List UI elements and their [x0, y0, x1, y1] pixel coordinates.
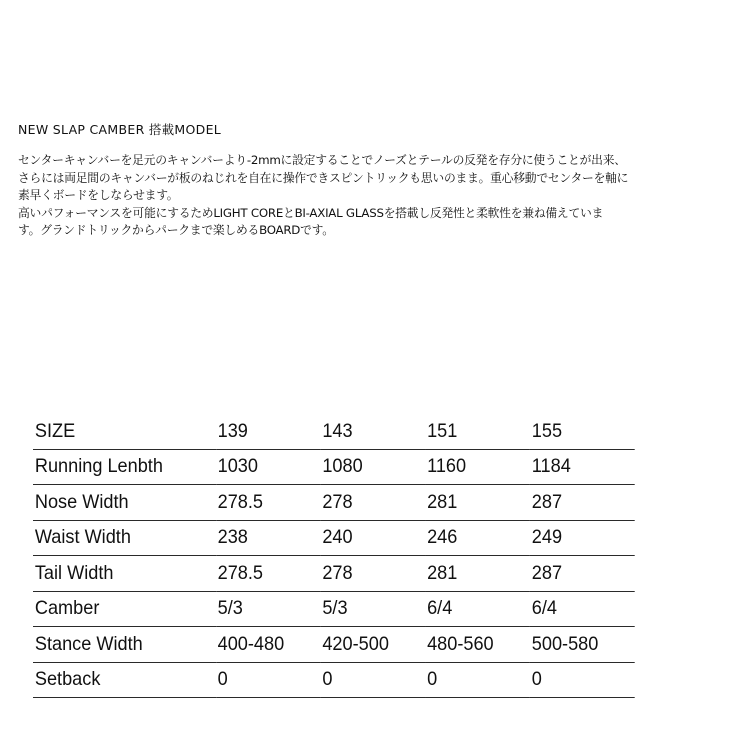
table-cell: 6/4 — [530, 591, 635, 627]
table-row — [33, 449, 635, 485]
table-cell: 420-500 — [320, 627, 425, 663]
table-cell: 400-480 — [216, 627, 321, 663]
table-cell: 155 — [530, 414, 635, 449]
table-cell: 246 — [425, 520, 530, 556]
table-cell: 5/3 — [320, 591, 425, 627]
table-cell: 240 — [320, 520, 425, 556]
row-label-tail-width: Tail Width — [33, 556, 216, 592]
table-cell: 1184 — [530, 449, 635, 485]
table-cell: 0 — [320, 662, 425, 698]
table-cell: 0 — [530, 662, 635, 698]
description-line: す。グランドトリックからパークまで楽しめるBOARDです。 — [18, 223, 334, 237]
row-label-waist-width: Waist Width — [33, 520, 216, 556]
description-line: 高いパフォーマンスを可能にするためLIGHT COREとBI-AXIAL GLASSを搭載し反発性と柔軟性を兼ね備えていま — [18, 205, 604, 220]
row-label-size: SIZE — [33, 414, 216, 449]
description — [18, 152, 723, 240]
description-line: さらには両足間のキャンバーが板のねじれを自在に操作できスピントリックも思いのまま。重心移動でセンターを軸に — [18, 170, 629, 185]
table-row — [33, 627, 635, 663]
table-cell: 1030 — [216, 449, 321, 485]
description-line: 素早くボードをしならせます。 — [18, 188, 179, 202]
table-cell: 0 — [425, 662, 530, 698]
table-cell: 6/4 — [425, 591, 530, 627]
table-row — [33, 485, 635, 521]
table-row — [33, 591, 635, 627]
row-label-stance-width: Stance Width — [33, 627, 216, 663]
table-cell: 0 — [216, 662, 321, 698]
table-row — [33, 662, 635, 698]
table-cell: 500-580 — [530, 627, 635, 663]
model-heading: NEW SLAP CAMBER 搭載MODEL — [18, 122, 222, 137]
table-cell: 249 — [530, 520, 635, 556]
table-cell: 278 — [320, 485, 425, 521]
table-cell: 480-560 — [425, 627, 530, 663]
row-label-nose-width: Nose Width — [33, 485, 216, 521]
description-line: センターキャンバーを足元のキャンバーより-2mmに設定することでノーズとテールの反発を存分に使うことが出来、 — [18, 153, 626, 167]
table-cell: 278.5 — [216, 556, 321, 592]
table-cell: 281 — [425, 556, 530, 592]
table-cell: 151 — [425, 414, 530, 449]
table-cell: 139 — [216, 414, 321, 449]
table-cell: 143 — [320, 414, 425, 449]
spec-table — [33, 414, 635, 698]
table-row — [33, 414, 635, 449]
row-label-camber: Camber — [33, 591, 216, 627]
table-row — [33, 520, 635, 556]
row-label-running-length: Running Lenbth — [33, 449, 216, 485]
table-cell: 281 — [425, 485, 530, 521]
table-cell: 1160 — [425, 449, 530, 485]
table-cell: 1080 — [320, 449, 425, 485]
table-cell: 278.5 — [216, 485, 321, 521]
table-cell: 278 — [320, 556, 425, 592]
table-row — [33, 556, 635, 592]
table-cell: 5/3 — [216, 591, 321, 627]
table-cell: 287 — [530, 556, 635, 592]
row-label-setback: Setback — [33, 662, 216, 698]
table-cell: 238 — [216, 520, 321, 556]
table-cell: 287 — [530, 485, 635, 521]
